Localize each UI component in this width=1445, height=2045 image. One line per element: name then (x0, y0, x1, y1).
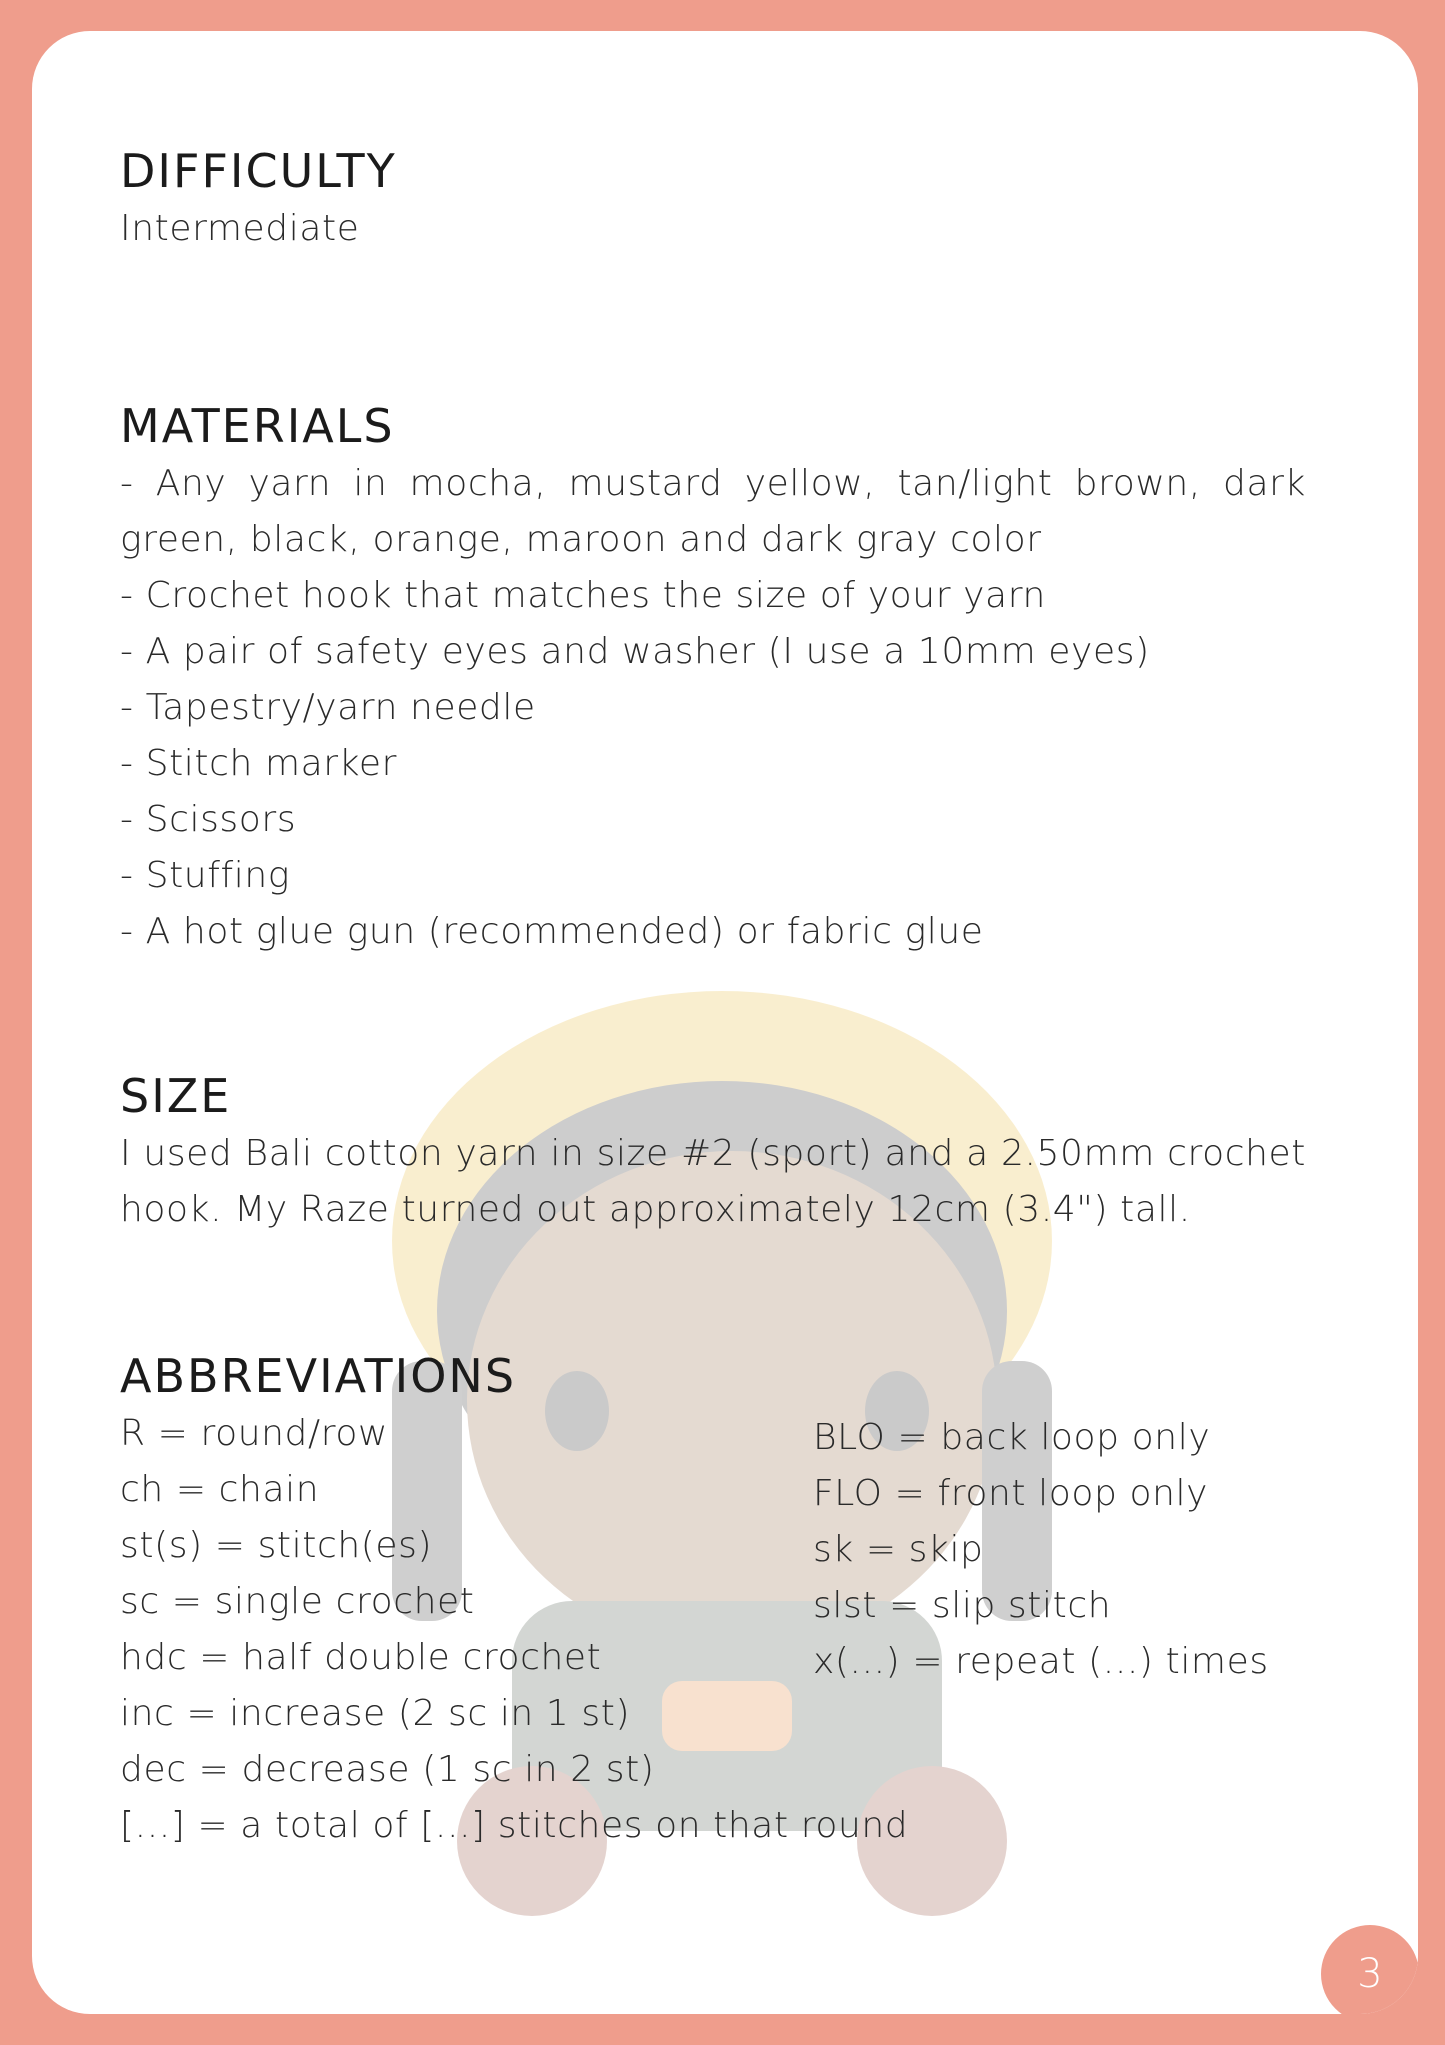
materials-list (120, 456, 1320, 960)
materials-item: - Stuffing (120, 855, 290, 896)
size-heading: SIZE (120, 1069, 232, 1123)
materials-item: - Any yarn in mocha, mustard yellow, tan/light brown, dark green, black, orange, maroon and dark gray color (120, 463, 1306, 560)
materials-item: - Stitch marker (120, 743, 398, 784)
abbreviation-item: x(...) = repeat (...) times (813, 1641, 1269, 1682)
abbreviation-item: BLO = back loop only (813, 1417, 1211, 1458)
materials-section (120, 396, 1320, 960)
difficulty-heading: DIFFICULTY (120, 144, 397, 198)
size-section (120, 1066, 1320, 1238)
materials-item: - Scissors (120, 799, 297, 840)
abbreviation-item: sk = skip (813, 1529, 984, 1570)
materials-heading: MATERIALS (120, 399, 395, 453)
materials-item: - A pair of safety eyes and washer (I use a 10mm eyes) (120, 631, 1150, 672)
abbreviation-item: R = round/row (120, 1413, 388, 1454)
abbreviation-item: hdc = half double crochet (120, 1637, 602, 1678)
abbreviation-item: slst = slip stitch (813, 1585, 1112, 1626)
abbreviations-left-list (120, 1406, 908, 1854)
abbreviations-right-list (813, 1410, 1269, 1690)
abbreviation-item: sc = single crochet (120, 1581, 475, 1622)
abbreviation-item: FLO = front loop only (813, 1473, 1209, 1514)
difficulty-section (120, 141, 397, 257)
materials-item: - Crochet hook that matches the size of your yarn (120, 575, 1046, 616)
abbreviation-item: st(s) = stitch(es) (120, 1525, 433, 1566)
materials-item: - Tapestry/yarn needle (120, 687, 536, 728)
page-sheet (32, 31, 1418, 2014)
page-number-badge: 3 (1321, 1925, 1418, 2014)
abbreviations-section (120, 1346, 1320, 1876)
materials-item: - A hot glue gun (recommended) or fabric glue (120, 911, 984, 952)
abbreviation-item: inc = increase (2 sc in 1 st) (120, 1693, 631, 1734)
abbreviations-columns (120, 1406, 1320, 1876)
size-description: I used Bali cotton yarn in size #2 (sport) and a 2.50mm crochet hook. My Raze turned out approximately 12cm (3.4") tall. (120, 1133, 1306, 1230)
abbreviation-item: [...] = a total of [...] stitches on that round (120, 1805, 909, 1846)
abbreviation-item: dec = decrease (1 sc in 2 st) (120, 1749, 655, 1790)
abbreviations-heading: ABBREVIATIONS (120, 1349, 517, 1403)
difficulty-value: Intermediate (120, 208, 360, 249)
abbreviation-item: ch = chain (120, 1469, 320, 1510)
